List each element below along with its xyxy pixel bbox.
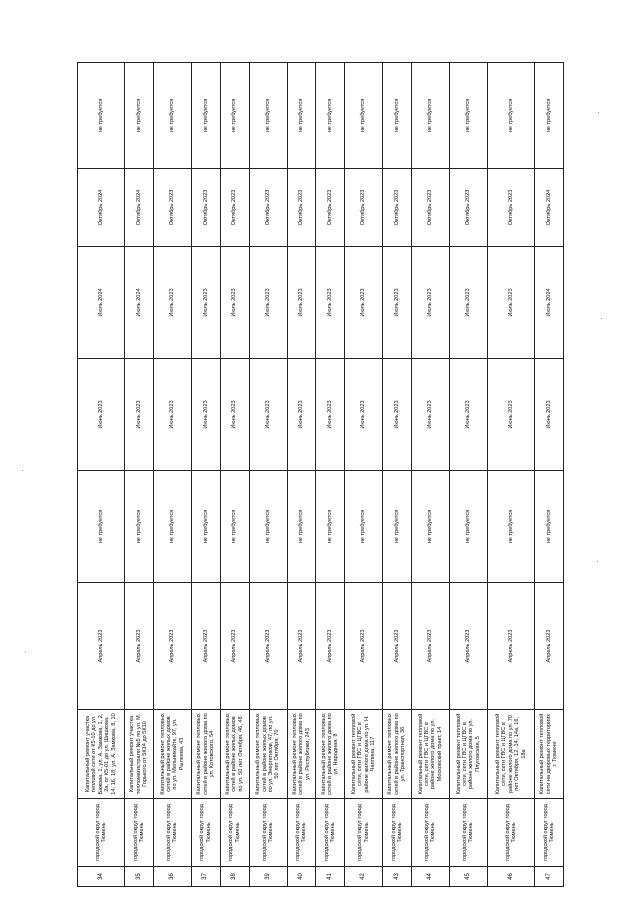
date-cell: Октябрь 2023 bbox=[191, 169, 220, 247]
work-description-cell: Капитальный ремонт участка тепловой сети от К5-10 до ул. Бажова, 1, ул. А. Замкова, 1, 2, 2а, от К5-01 до ул. Шишкова, 14, 16, 18; ул. А. Замкова, 8, 10 bbox=[78, 710, 125, 799]
row-number: 43 bbox=[383, 867, 412, 887]
scan-speck bbox=[597, 561, 598, 562]
date-cell: Октябрь 2023 bbox=[220, 169, 249, 247]
municipality-cell: городской округ город Тюмень bbox=[125, 799, 154, 867]
table-row bbox=[345, 63, 383, 887]
row-number: 46 bbox=[487, 867, 534, 887]
row-number: 38 bbox=[220, 867, 249, 887]
works-table bbox=[77, 62, 564, 887]
date-cell: Апрель 2023 bbox=[411, 583, 449, 710]
date-cell: Апрель 2023 bbox=[449, 583, 487, 710]
date-cell: Июль 2024 bbox=[78, 247, 125, 359]
work-description-cell: Капитальный ремонт тепловой сети, сети ГВС и ЦГВС в районе жилого дома по ул. Н. Чаплина, 117 bbox=[345, 710, 383, 799]
status-cell: не требуется bbox=[125, 63, 154, 169]
table-row bbox=[249, 63, 287, 887]
date-cell: Июнь 2023 bbox=[345, 359, 383, 471]
scan-speck bbox=[601, 318, 602, 319]
municipality-cell: городской округ город Тюмень bbox=[249, 799, 287, 867]
status-cell: не требуется bbox=[316, 471, 345, 583]
date-cell: Апрель 2023 bbox=[345, 583, 383, 710]
row-number: 44 bbox=[411, 867, 449, 887]
table-row bbox=[220, 63, 249, 887]
status-cell: не требуется bbox=[449, 471, 487, 583]
work-description-cell: Капитальный ремонт участка тепломагистрали №5 по ул. М. Горького от 5К14 до 5К10 bbox=[125, 710, 154, 799]
municipality-cell: городской округ город Тюмень bbox=[449, 799, 487, 867]
date-cell: Октябрь 2023 bbox=[487, 169, 534, 247]
status-cell: не требуется bbox=[125, 471, 154, 583]
table-row bbox=[383, 63, 412, 887]
municipality-cell: городской округ город Тюмень bbox=[383, 799, 412, 867]
municipality-cell: городской округ город Тюмень bbox=[316, 799, 345, 867]
rotated-table-wrapper bbox=[77, 63, 564, 887]
status-cell: не требуется bbox=[383, 63, 412, 169]
row-number: 35 bbox=[125, 867, 154, 887]
date-cell: Июнь 2023 bbox=[411, 359, 449, 471]
status-cell: не требуется bbox=[153, 63, 191, 169]
date-cell: Октябрь 2023 bbox=[345, 169, 383, 247]
date-cell: Июль 2023 bbox=[345, 247, 383, 359]
date-cell: Июль 2023 bbox=[153, 247, 191, 359]
work-description-cell: Капитальный ремонт тепловых сетей в районе жилых домов по ул. 50 лет Октября, 46, 48 bbox=[220, 710, 249, 799]
date-cell: Октябрь 2024 bbox=[78, 169, 125, 247]
work-description-cell: Капитальный ремонт тепловых сетей в районе жилых домов по ул. Мельникайте, 97, ул. Рылеева, 43 bbox=[153, 710, 191, 799]
date-cell: Апрель 2023 bbox=[78, 583, 125, 710]
status-cell: не требуется bbox=[345, 63, 383, 169]
municipality-cell: городской округ город Тюмень bbox=[153, 799, 191, 867]
municipality-cell: городской округ город Тюмень bbox=[220, 799, 249, 867]
date-cell: Апрель 2023 bbox=[383, 583, 412, 710]
row-number: 41 bbox=[316, 867, 345, 887]
work-description-cell: Капитальный ремонт тепловых сетей в районе жилого дома по ул. Котовского, 54 bbox=[191, 710, 220, 799]
work-description-cell: Капитальный ремонт тепловой сети, сети ГВС и ЦГВС в районе жилого дома по ул. Плуговская, 5 bbox=[449, 710, 487, 799]
table-row bbox=[535, 63, 564, 887]
status-cell: не требуется bbox=[383, 471, 412, 583]
date-cell: Октябрь 2023 bbox=[153, 169, 191, 247]
date-cell: Апрель 2023 bbox=[153, 583, 191, 710]
row-number: 42 bbox=[345, 867, 383, 887]
status-cell: не требуется bbox=[287, 63, 316, 169]
date-cell: Октябрь 2023 bbox=[249, 169, 287, 247]
date-cell: Июль 2023 bbox=[411, 247, 449, 359]
date-cell: Июль 2024 bbox=[125, 247, 154, 359]
date-cell: Октябрь 2024 bbox=[125, 169, 154, 247]
date-cell: Октябрь 2023 bbox=[411, 169, 449, 247]
date-cell: Апрель 2023 bbox=[220, 583, 249, 710]
row-number: 39 bbox=[249, 867, 287, 887]
date-cell: Июль 2023 bbox=[249, 247, 287, 359]
municipality-cell: городской округ город Тюмень bbox=[345, 799, 383, 867]
date-cell: Апрель 2023 bbox=[191, 583, 220, 710]
municipality-cell: городской округ город Тюмень bbox=[487, 799, 534, 867]
row-number: 47 bbox=[535, 867, 564, 887]
row-number: 45 bbox=[449, 867, 487, 887]
date-cell: Июнь 2023 bbox=[191, 359, 220, 471]
date-cell: Октябрь 2023 bbox=[316, 169, 345, 247]
date-cell: Июнь 2023 bbox=[449, 359, 487, 471]
date-cell: Июнь 2023 bbox=[125, 359, 154, 471]
date-cell: Июнь 2023 bbox=[220, 359, 249, 471]
row-number: 40 bbox=[287, 867, 316, 887]
scan-speck bbox=[25, 651, 26, 652]
work-description-cell: Капитальный ремонт тепловых сетей в районе жилого дома по ул. Республики, 243 bbox=[287, 710, 316, 799]
scan-speck bbox=[598, 112, 599, 113]
municipality-cell: городской округ город Тюмень bbox=[535, 799, 564, 867]
date-cell: Июнь 2023 bbox=[249, 359, 287, 471]
date-cell: Июнь 2023 bbox=[535, 359, 564, 471]
date-cell: Апрель 2023 bbox=[535, 583, 564, 710]
row-number: 36 bbox=[153, 867, 191, 887]
municipality-cell: городской округ город Тюмень bbox=[411, 799, 449, 867]
status-cell: не требуется bbox=[287, 471, 316, 583]
date-cell: Июнь 2023 bbox=[316, 359, 345, 471]
date-cell: Апрель 2023 bbox=[487, 583, 534, 710]
table-row bbox=[78, 63, 125, 887]
table-row bbox=[125, 63, 154, 887]
work-description-cell: Капитальный ремонт тепловых сетей в районе жилого дома по ул. Транспортная, 36 bbox=[383, 710, 412, 799]
status-cell: не требуется bbox=[220, 471, 249, 583]
municipality-cell: городской округ город Тюмень bbox=[287, 799, 316, 867]
date-cell: Июнь 2023 bbox=[153, 359, 191, 471]
table-row bbox=[191, 63, 220, 887]
table-row bbox=[316, 63, 345, 887]
table-row bbox=[449, 63, 487, 887]
row-number: 34 bbox=[78, 867, 125, 887]
date-cell: Июль 2024 bbox=[535, 247, 564, 359]
status-cell: не требуется bbox=[535, 63, 564, 169]
status-cell: не требуется bbox=[345, 471, 383, 583]
municipality-cell: городской округ город Тюмень bbox=[191, 799, 220, 867]
date-cell: Апрель 2023 bbox=[249, 583, 287, 710]
status-cell: не требуется bbox=[316, 63, 345, 169]
date-cell: Июль 2023 bbox=[316, 247, 345, 359]
date-cell: Апрель 2023 bbox=[287, 583, 316, 710]
scan-speck bbox=[22, 470, 23, 471]
status-cell: не требуется bbox=[487, 63, 534, 169]
date-cell: Июль 2023 bbox=[287, 247, 316, 359]
work-description-cell: Капитальный ремонт тепловых сетей в районе жилого дома по ул. Народная, 8 bbox=[316, 710, 345, 799]
date-cell: Октябрь 2023 bbox=[287, 169, 316, 247]
table-row bbox=[153, 63, 191, 887]
status-cell: не требуется bbox=[535, 471, 564, 583]
status-cell: не требуется bbox=[78, 471, 125, 583]
status-cell: не требуется bbox=[191, 471, 220, 583]
date-cell: Июль 2023 bbox=[191, 247, 220, 359]
row-number: 37 bbox=[191, 867, 220, 887]
date-cell: Апрель 2023 bbox=[316, 583, 345, 710]
date-cell: Апрель 2023 bbox=[125, 583, 154, 710]
status-cell: не требуется bbox=[191, 63, 220, 169]
status-cell: не требуется bbox=[411, 471, 449, 583]
date-cell: Июнь 2023 bbox=[78, 359, 125, 471]
date-cell: Октябрь 2023 bbox=[383, 169, 412, 247]
work-description-cell: Капитальный ремонт тепловой сети на дворовых территориях г. Тюмени bbox=[535, 710, 564, 799]
date-cell: Июль 2023 bbox=[383, 247, 412, 359]
date-cell: Июль 2023 bbox=[449, 247, 487, 359]
status-cell: не требуется bbox=[249, 63, 287, 169]
date-cell: Июль 2023 bbox=[220, 247, 249, 359]
status-cell: не требуется bbox=[220, 63, 249, 169]
date-cell: Октябрь 2024 bbox=[535, 169, 564, 247]
work-description-cell: Капитальный ремонт тепловой сети, сети ГВС и ЦГВС в районе жилого дома по ул. Московский тракт, 14 bbox=[411, 710, 449, 799]
municipality-cell: городской округ город Тюмень bbox=[78, 799, 125, 867]
work-description-cell: Капитальный ремонт тепловых сетей в районе жилых домов по ул. Энергетиков, 47, по ул. 50 лет Октября, 70 bbox=[249, 710, 287, 799]
date-cell: Июль 2023 bbox=[487, 247, 534, 359]
date-cell: Июнь 2023 bbox=[383, 359, 412, 471]
status-cell: не требуется bbox=[249, 471, 287, 583]
date-cell: Октябрь 2023 bbox=[449, 169, 487, 247]
table-row bbox=[287, 63, 316, 887]
table-row bbox=[411, 63, 449, 887]
table-row bbox=[487, 63, 534, 887]
date-cell: Июнь 2023 bbox=[287, 359, 316, 471]
status-cell: не требуется bbox=[153, 471, 191, 583]
status-cell: не требуется bbox=[411, 63, 449, 169]
status-cell: не требуется bbox=[449, 63, 487, 169]
status-cell: не требуется bbox=[78, 63, 125, 169]
date-cell: Июнь 2023 bbox=[487, 359, 534, 471]
status-cell: не требуется bbox=[487, 471, 534, 583]
work-description-cell: Капитальный ремонт тепловой сети, сети ГВС и ЦГВС в районе жилого дома по ул. 70 лет Октября, 12, 14, 14а, 16, 18а bbox=[487, 710, 534, 799]
